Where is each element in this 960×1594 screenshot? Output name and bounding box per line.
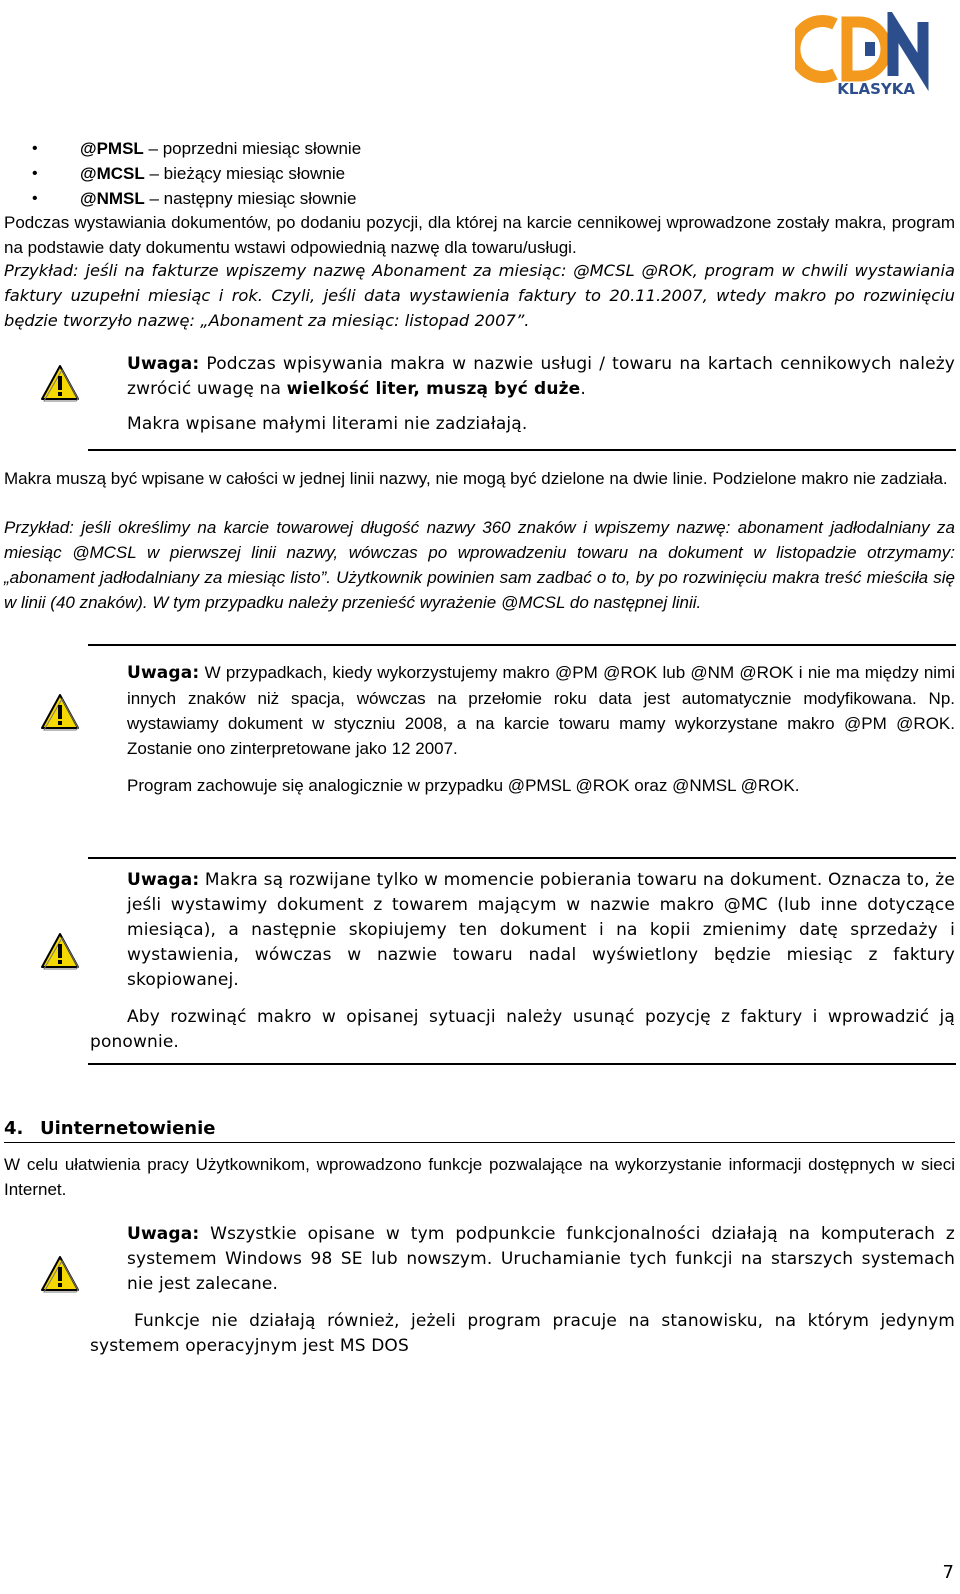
cdn-klasyka-logo	[795, 12, 945, 98]
example-invoice: Przykład: jeśli na fakturze wpiszemy nazwę Abonament za miesiąc: @MCSL @ROK, program w chwili wystawiania faktury uzupełni miesiąc i rok. Czyli, jeśli data wystawienia faktury to 20.11.2007, wtedy makro po rozwinięciu będzie tworzyło nazwę: „Abonament za miesiąc: listopad 2007”.	[4, 261, 955, 330]
list-item	[32, 186, 932, 211]
example-name-length: Przykład: jeśli określimy na karcie towarowej długość nazwy 360 znaków i wpiszemy nazwę: abonament jadłodalniany za miesiąc @MCSL w pierwszej linii nazwy, wówczas po wprowadzeniu towaru na dokument w listopadzie otrzymamy: „abonament jadłodalniany za miesiąc listo”. Użytkownik powinien sam zadbać o to, by po rozwinięciu makra treść mieściła się w linii (40 znaków). W tym przypadku należy przenieść wyrażenie @MCSL do następnej linii.	[4, 518, 955, 612]
divider	[88, 857, 956, 859]
paragraph-single-line: Makra muszą być wpisane w całości w jednej linii nazwy, nie mogą być dzielone na dwie linie. Podzielone makro nie zadziała.	[4, 469, 948, 488]
section-number: 4.	[4, 1118, 24, 1139]
note-label: Uwaga:	[127, 1224, 200, 1244]
note-text-end: .	[580, 379, 586, 399]
note-label: Uwaga:	[127, 354, 200, 374]
note-label: Uwaga:	[127, 663, 200, 683]
note-text: Wszystkie opisane w tym podpunkcie funkcjonalności działają na komputerach z systemem Windows 98 SE lub nowszym. Uruchamianie tych funkcji na starszych systemach nie jest zalecane.	[127, 1224, 955, 1294]
note-year-change	[90, 660, 955, 798]
warning-icon	[40, 1255, 80, 1293]
macro-desc: – następny miesiąc słownie	[144, 189, 357, 208]
note-emphasis: wielkość liter, muszą być duże	[286, 379, 581, 399]
note-sub: Funkcje nie działają również, jeżeli program pracuje na stanowisku, na którym jedynym systemem operacyjnym jest MS DOS	[90, 1311, 955, 1356]
divider	[88, 449, 956, 451]
note-text: Podczas wpisywania makra w nazwie usługi / towaru na kartach cennikowych należy zwrócić uwagę na	[127, 354, 955, 399]
note-label: Uwaga:	[127, 870, 200, 890]
macro-code: @PMSL	[80, 139, 144, 158]
warning-icon	[40, 693, 80, 731]
warning-icon	[40, 932, 80, 970]
note-sub: Makra wpisane małymi literami nie zadziałają.	[127, 414, 528, 434]
section-title: Uinternetowienie	[40, 1118, 216, 1139]
macro-desc: – bieżący miesiąc słownie	[144, 164, 346, 183]
note-text: Makra są rozwijane tylko w momencie pobierania towaru na dokument. Oznacza to, że jeśli wystawimy dokument z towarem mającym w nazwie makro @MC (lub inne dotyczące miesiąca), a następnie skopiujemy ten dokument i na kopii zmienimy datę sprzedaży i wystawienia, wówczas w nazwie towaru nadal wyświetlony będzie miesiąc z faktury skopiowanej.	[127, 870, 955, 990]
logo-n-letter	[893, 22, 923, 76]
logo-subtext: KLASYKA	[837, 80, 915, 98]
list-item	[32, 161, 932, 186]
logo-c-letter	[795, 21, 835, 77]
macro-desc: – poprzedni miesiąc słownie	[143, 139, 362, 158]
note-windows-requirement	[90, 1222, 955, 1359]
macro-list	[32, 136, 932, 211]
section-heading	[4, 1116, 955, 1142]
list-item	[32, 136, 932, 161]
paragraph-internet: W celu ułatwienia pracy Użytkownikom, wprowadzono funkcje pozwalające na wykorzystanie informacji dostępnych w sieci Internet.	[4, 1155, 955, 1199]
page-number: 7	[942, 1562, 954, 1583]
note-macro-expansion	[90, 868, 955, 1055]
warning-icon	[40, 364, 80, 402]
paragraph-macro-usage: Podczas wystawiania dokumentów, po dodaniu pozycji, dla której na karcie cennikowej wprowadzone zostały makra, program na podstawie daty dokumentu wstawi odpowiednią nazwę dla towaru/usługi.	[4, 213, 955, 257]
note-letter-case	[90, 352, 955, 437]
macro-code: @MCSL	[80, 164, 145, 183]
divider	[88, 644, 956, 646]
note-sub: Program zachowuje się analogicznie w przypadku @PMSL @ROK oraz @NMSL @ROK.	[127, 776, 800, 795]
macro-code: @NMSL	[80, 189, 145, 208]
heading-rule	[4, 1142, 955, 1143]
logo-d-letter	[847, 22, 886, 76]
note-text: W przypadkach, kiedy wykorzystujemy makro @PM @ROK lub @NM @ROK i nie ma między nimi innych znaków niż spacja, wówczas na przełomie roku data jest automatycznie modyfikowana. Np. wystawiamy dokument w styczniu 2008, a na karcie towaru mamy wykorzystane makro @PM @ROK. Zostanie ono zinterpretowane jako 12 2007.	[127, 663, 955, 758]
note-sub: Aby rozwinąć makro w opisanej sytuacji należy usunąć pozycję z faktury i wprowadzić ją ponownie.	[90, 1007, 955, 1052]
divider	[88, 1063, 956, 1065]
